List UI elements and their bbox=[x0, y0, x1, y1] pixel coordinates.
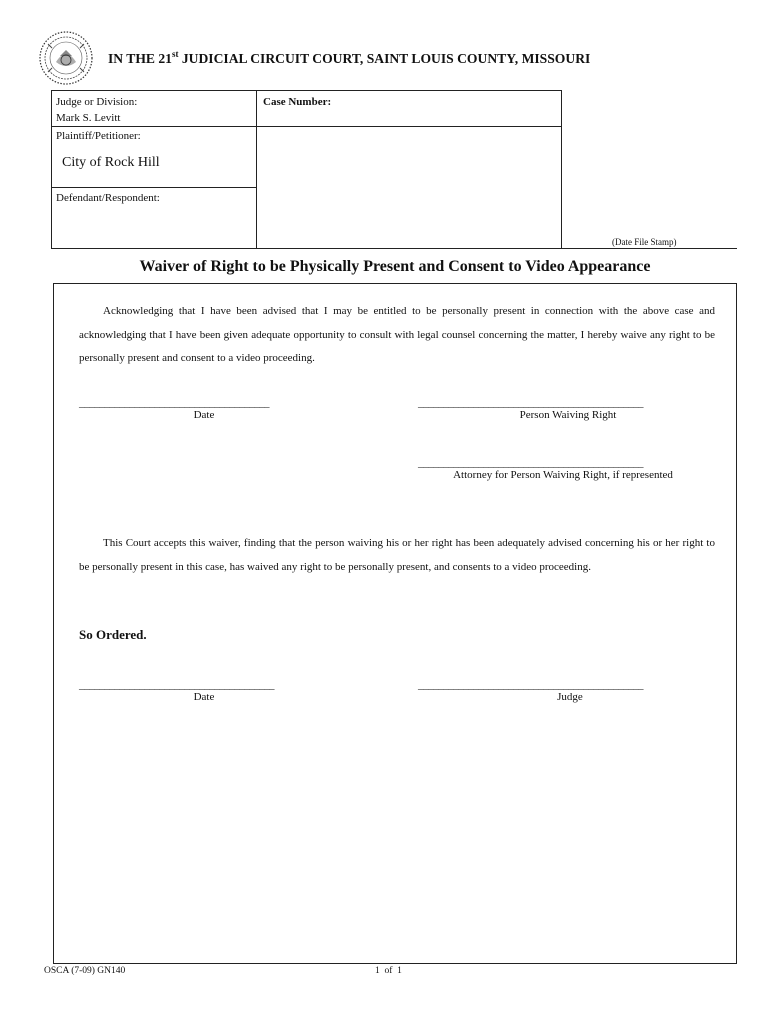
date-signature-line: ______________________________________ bbox=[79, 397, 269, 409]
judge-value: Mark S. Levitt bbox=[56, 112, 121, 124]
defendant-label: Defendant/Respondent: bbox=[56, 192, 160, 204]
case-number-label: Case Number: bbox=[263, 96, 332, 108]
date-stamp-line bbox=[561, 248, 737, 249]
date-file-stamp-label: (Date File Stamp) bbox=[612, 237, 677, 247]
judge-signature-line: _____________________________________________ bbox=[418, 679, 643, 691]
date-signature-line: _______________________________________ bbox=[79, 679, 274, 691]
judge-label: Judge or Division: bbox=[56, 96, 138, 108]
caption-divider bbox=[51, 187, 256, 188]
plaintiff-label: Plaintiff/Petitioner: bbox=[56, 130, 141, 142]
page-number: 1 of 1 bbox=[375, 966, 402, 976]
date-caption: Date bbox=[193, 691, 215, 703]
form-id: OSCA (7-09) GN140 bbox=[44, 966, 126, 976]
form-title: Waiver of Right to be Physically Present and Consent to Video Appearance bbox=[139, 258, 651, 275]
court-acceptance-paragraph: This Court accepts this waiver, finding that the person waiving his or her right has been adequately advised concerning his or her right to be personally present in this case, has waived any right to be personally present, and consents to a video proceeding. bbox=[79, 537, 715, 573]
caption-divider bbox=[256, 90, 257, 249]
so-ordered: So Ordered. bbox=[79, 627, 147, 642]
caption-divider bbox=[51, 126, 562, 127]
attorney-caption: Attorney for Person Waiving Right, if represented bbox=[453, 469, 673, 481]
waiver-paragraph: Acknowledging that I have been advised that I may be entitled to be personally present in connection with the above case and acknowledging that I have been given adequate opportunity to consult with legal counsel concerning the matter, I hereby waive any right to be personally present and consent to a video proceeding. bbox=[79, 305, 715, 364]
attorney-signature-line: _____________________________________________ bbox=[418, 457, 643, 469]
court-title: IN THE 21st JUDICIAL CIRCUIT COURT, SAINT LOUIS COUNTY, MISSOURI bbox=[108, 49, 591, 66]
waiver-body-box bbox=[53, 283, 737, 964]
judge-caption: Judge bbox=[557, 691, 583, 703]
date-caption: Date bbox=[193, 409, 215, 421]
person-waiving-signature-line: _____________________________________________ bbox=[418, 397, 643, 409]
person-waiving-caption: Person Waiving Right bbox=[519, 409, 617, 421]
plaintiff-value: City of Rock Hill bbox=[62, 155, 160, 170]
court-seal-icon bbox=[38, 30, 94, 86]
